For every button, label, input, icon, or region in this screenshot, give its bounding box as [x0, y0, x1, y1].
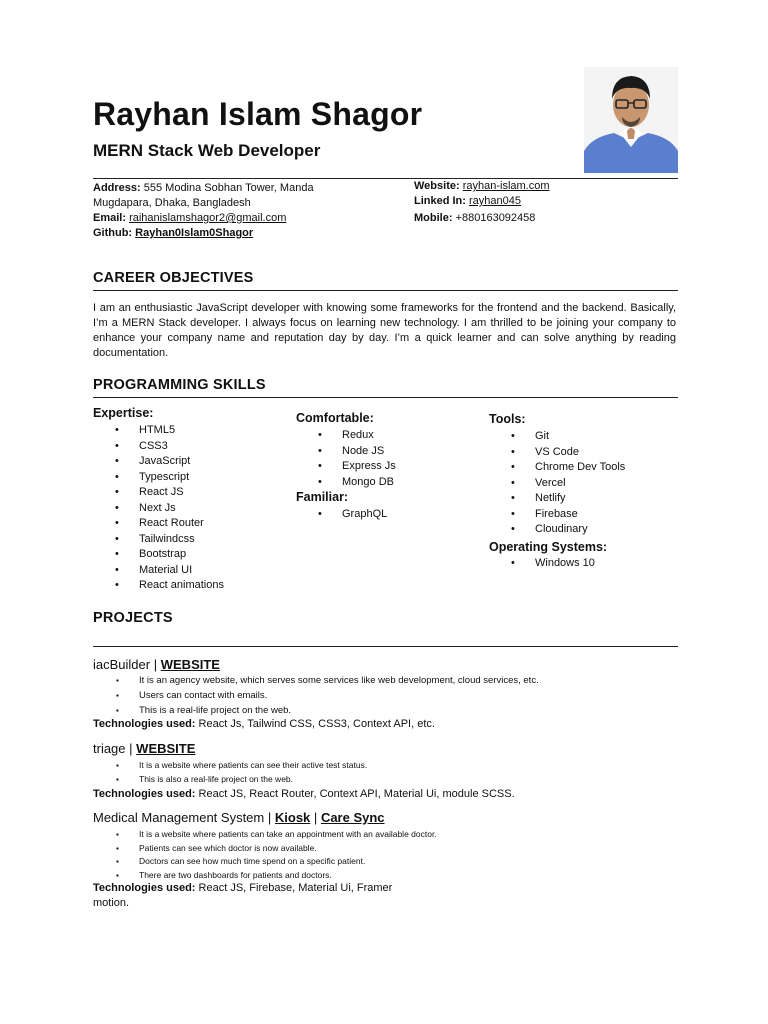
website-line: [414, 179, 678, 194]
project-website-link[interactable]: WEBSITE: [160, 657, 220, 672]
skill-item: • GraphQL: [296, 507, 486, 523]
skill-item: • Mongo DB: [296, 475, 486, 491]
project-bullet: ▪ This is also a real-life project on the web.: [93, 773, 678, 787]
project-bullet: ▪ It is a website where patients can take an appointment with an available doctor.: [93, 828, 678, 842]
project-name: iacBuilder: [93, 657, 151, 672]
website-link[interactable]: rayhan-islam.com: [462, 180, 550, 192]
familiar-label: Familiar:: [296, 490, 349, 504]
email-line: [93, 211, 393, 226]
tech-label: Technologies used:: [93, 882, 196, 894]
project-bullets-triage: [93, 759, 678, 786]
skill-item: • Next Js: [93, 501, 293, 517]
expertise-label: Expertise:: [93, 406, 154, 420]
project-bullet: ▪ There are two dashboards for patients and doctors.: [93, 869, 678, 883]
project-bullets-iacbuilder: [93, 673, 678, 718]
address-value: 555 Modina Sobhan Tower, Manda: [143, 182, 314, 194]
tool-item: • VS Code: [489, 445, 679, 461]
skill-item: • Express Js: [296, 459, 486, 475]
address-line-2: Mugdapara, Dhaka, Bangladesh: [93, 197, 251, 209]
project-bullet: ▪ Users can contact with emails.: [93, 688, 678, 703]
tech-value: React JS, React Router, Context API, Material Ui, module SCSS.: [198, 788, 515, 800]
project-tech-medical-management: [93, 881, 413, 911]
projects-heading: PROJECTS: [93, 610, 173, 626]
linkedin-line: [414, 194, 678, 209]
github-label: Github:: [93, 227, 133, 239]
familiar-list: [296, 507, 486, 523]
title-separator: |: [153, 657, 158, 672]
profile-photo: [584, 67, 678, 173]
tool-item: • Firebase: [489, 507, 679, 523]
email-label: Email:: [93, 212, 127, 224]
operating-systems-label: Operating Systems:: [489, 540, 608, 554]
tool-item: • Chrome Dev Tools: [489, 460, 679, 476]
expertise-list: [93, 423, 293, 594]
tech-line-2: motion.: [93, 897, 130, 909]
contact-left: [93, 181, 393, 241]
project-title-triage: [93, 741, 195, 756]
project-name: triage: [93, 741, 126, 756]
skill-item: • Tailwindcss: [93, 532, 293, 548]
skill-item: • React animations: [93, 578, 293, 594]
address-line-1: [93, 181, 393, 196]
title-separator: |: [129, 741, 133, 756]
mobile-label: Mobile:: [414, 212, 453, 224]
title-separator: |: [313, 810, 318, 825]
programming-skills-heading: PROGRAMMING SKILLS: [93, 377, 266, 393]
project-tech-triage: [93, 787, 515, 802]
tool-item: • Vercel: [489, 476, 679, 492]
skill-item: • CSS3: [93, 439, 293, 455]
resume-name: Rayhan Islam Shagor: [93, 96, 423, 132]
tools-label: Tools:: [489, 412, 526, 426]
os-item: • Windows 10: [489, 556, 679, 572]
project-website-link[interactable]: WEBSITE: [136, 741, 196, 756]
project-tech-iacbuilder: [93, 717, 435, 732]
tech-value: React JS, Firebase, Material Ui, Framer: [198, 882, 393, 894]
email-link[interactable]: raihanislamshagor2@gmail.com: [129, 212, 287, 224]
website-label: Website:: [414, 180, 460, 192]
skill-item: • JavaScript: [93, 454, 293, 470]
career-divider: [93, 290, 678, 291]
tools-list: [489, 429, 679, 538]
tool-item: • Netlify: [489, 491, 679, 507]
contact-right: [414, 179, 678, 226]
project-title-medical-management: [93, 810, 385, 825]
skill-item: • Bootstrap: [93, 547, 293, 563]
mobile-value: +880163092458: [455, 212, 536, 224]
comfortable-list: [296, 428, 486, 490]
skill-item: • HTML5: [93, 423, 293, 439]
career-objectives-text: I am an enthusiastic JavaScript developer with knowing some frameworks for the frontend and the backend. Basically, I’m a MERN Stack developer. I always focus on learning new technology. I am thrilled to be joining your company to enhance your company name and reputation day by day. I’m a quick learner and can solve anything by reading documentation.: [93, 302, 676, 359]
tech-line-1: [93, 881, 413, 896]
tool-item: • Cloudinary: [489, 522, 679, 538]
project-title-iacbuilder: [93, 657, 220, 672]
skill-item: • React JS: [93, 485, 293, 501]
care-sync-link[interactable]: Care Sync: [320, 810, 385, 825]
resume-role: MERN Stack Web Developer: [93, 141, 321, 160]
address-label: Address:: [93, 182, 141, 194]
operating-systems-list: [489, 556, 679, 572]
tech-label: Technologies used:: [93, 718, 196, 730]
mobile-line: [414, 211, 678, 226]
project-bullet: ▪ It is a website where patients can see their active test status.: [93, 759, 678, 773]
tool-item: • Git: [489, 429, 679, 445]
linkedin-link[interactable]: rayhan045: [469, 195, 522, 207]
comfortable-label: Comfortable:: [296, 411, 374, 425]
career-objectives-heading: CAREER OBJECTIVES: [93, 270, 254, 286]
github-line: [93, 226, 393, 241]
project-bullet: ▪ Patients can see which doctor is now available.: [93, 842, 678, 856]
projects-divider: [93, 646, 678, 647]
project-name: Medical Management System: [93, 810, 265, 825]
project-bullet: ▪ This is a real-life project on the web.: [93, 703, 678, 718]
profile-photo-image: [584, 67, 678, 173]
skill-item: • Material UI: [93, 563, 293, 579]
tech-label: Technologies used:: [93, 788, 196, 800]
title-separator: |: [267, 810, 272, 825]
kiosk-link[interactable]: Kiosk: [274, 810, 311, 825]
tech-value: React Js, Tailwind CSS, CSS3, Context API, etc.: [198, 718, 435, 730]
skill-item: • Redux: [296, 428, 486, 444]
project-bullet: ▪ Doctors can see how much time spend on a specific patient.: [93, 855, 678, 869]
project-bullets-medical-management: [93, 828, 678, 882]
skill-item: • React Router: [93, 516, 293, 532]
linkedin-label: Linked In:: [414, 195, 466, 207]
github-link[interactable]: Rayhan0Islam0Shagor: [135, 227, 254, 239]
skills-divider: [93, 397, 678, 398]
skill-item: • Node JS: [296, 444, 486, 460]
project-bullet: ▪ It is an agency website, which serves some services like web development, cloud services, etc.: [93, 673, 678, 688]
skill-item: • Typescript: [93, 470, 293, 486]
